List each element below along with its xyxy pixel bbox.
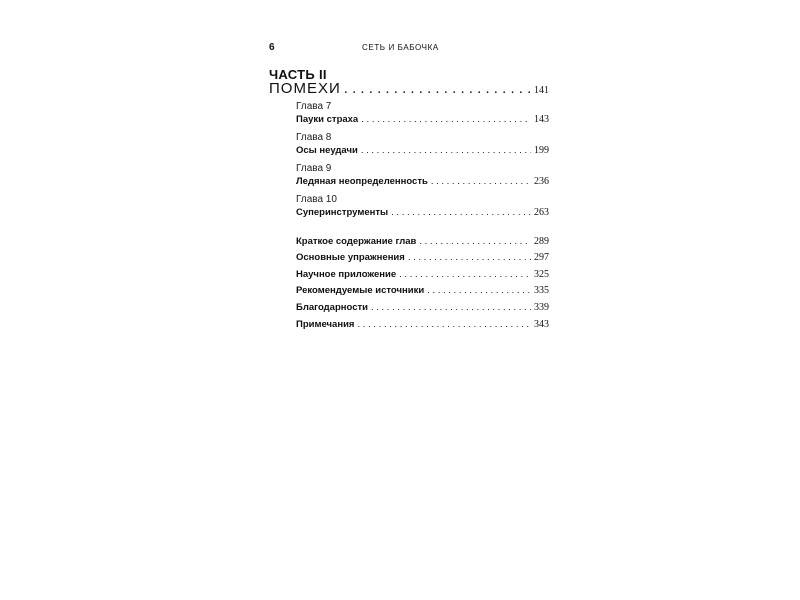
appendix-page-number: 297: [534, 252, 549, 263]
appendix-title: Благодарности: [296, 302, 368, 313]
dot-leader: [391, 207, 531, 218]
toc-appendix-entry: [296, 252, 549, 263]
toc-appendix-entry: [296, 285, 549, 296]
appendix-title: Научное приложение: [296, 269, 397, 280]
toc-appendix-entry: [296, 319, 549, 330]
chapter-number: Глава 8: [296, 132, 332, 143]
appendix-page-number: 335: [534, 285, 549, 296]
part-page-number: 141: [534, 85, 549, 96]
toc-chapter-entry: [296, 114, 549, 125]
part-title: ПОМЕХИ: [269, 80, 341, 97]
toc-appendix-entry: [296, 269, 549, 280]
chapter-number: Глава 7: [296, 101, 332, 112]
appendix-title: Краткое содержание глав: [296, 236, 417, 247]
appendix-title: Рекомендуемые источники: [296, 285, 425, 296]
chapter-number: Глава 10: [296, 194, 337, 205]
dot-leader: [357, 319, 531, 330]
appendix-page-number: 325: [534, 269, 549, 280]
appendix-title: Основные упражнения: [296, 252, 405, 263]
dot-leader: [361, 114, 531, 125]
toc-appendix-entry: [296, 236, 549, 247]
toc-chapter-entry: [296, 176, 549, 187]
dot-leader: [408, 252, 531, 263]
page-number: 6: [269, 42, 275, 53]
dot-leader: [371, 302, 531, 313]
appendix-title: Примечания: [296, 319, 355, 330]
toc-chapter-entry: [296, 207, 549, 218]
dot-leader: [427, 285, 531, 296]
chapter-page-number: 143: [534, 114, 549, 125]
chapter-title: Пауки страха: [296, 114, 359, 125]
chapter-page-number: 236: [534, 176, 549, 187]
chapter-page-number: 263: [534, 207, 549, 218]
toc-appendix-entry: [296, 302, 549, 313]
dot-leader: [344, 80, 531, 97]
appendix-page-number: 339: [534, 302, 549, 313]
chapter-page-number: 199: [534, 145, 549, 156]
running-head: СЕТЬ И БАБОЧКА: [362, 43, 439, 52]
chapter-title: Суперинструменты: [296, 207, 389, 218]
toc-part-entry: [269, 80, 549, 97]
dot-leader: [399, 269, 531, 280]
chapter-title: Ледяная неопределенность: [296, 176, 428, 187]
dot-leader: [431, 176, 531, 187]
appendix-page-number: 289: [534, 236, 549, 247]
dot-leader: [419, 236, 531, 247]
chapter-number: Глава 9: [296, 163, 332, 174]
chapter-title: Осы неудачи: [296, 145, 358, 156]
dot-leader: [361, 145, 531, 156]
part-label: ЧАСТЬ II: [269, 67, 327, 82]
appendix-page-number: 343: [534, 319, 549, 330]
toc-chapter-entry: [296, 145, 549, 156]
